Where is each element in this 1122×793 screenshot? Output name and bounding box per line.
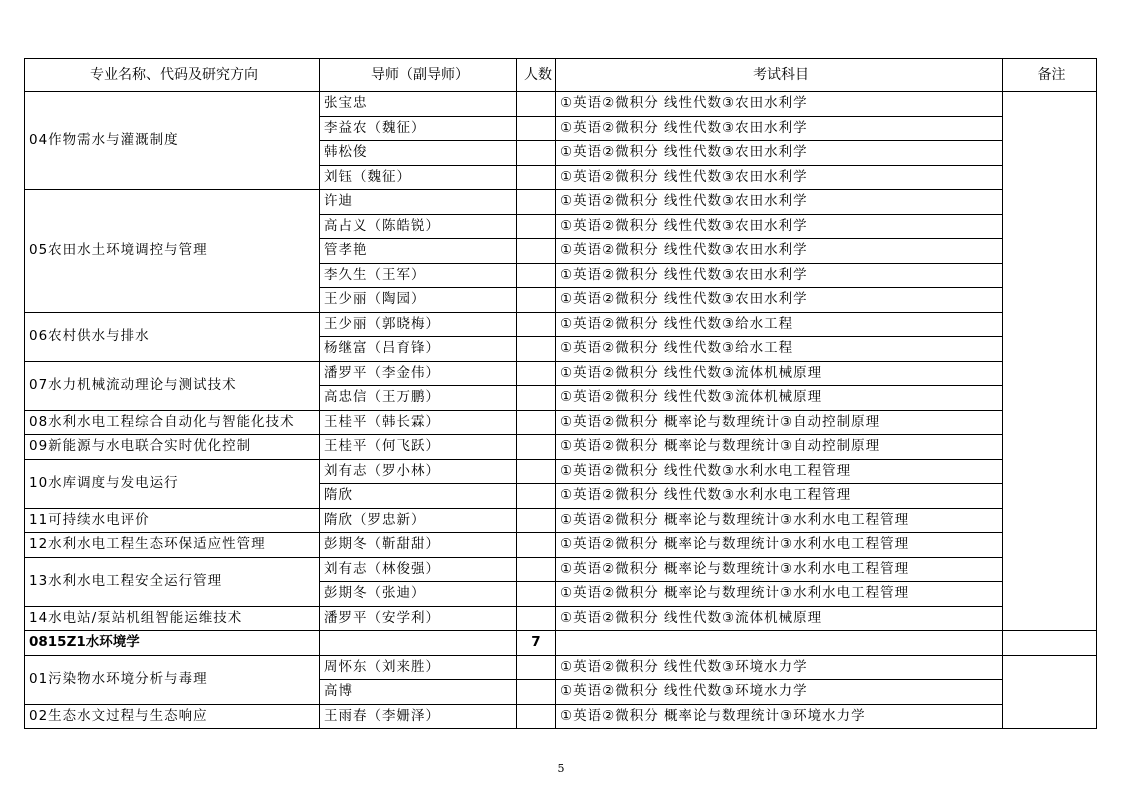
advisor-cell: 高忠信（王万鹏） — [320, 386, 517, 411]
header-notes: 备注 — [1003, 59, 1097, 92]
count-cell — [517, 165, 556, 190]
exam-cell: ①英语②微积分 线性代数③给水工程 — [556, 337, 1003, 362]
exam-cell: ①英语②微积分 线性代数③农田水利学 — [556, 190, 1003, 215]
exam-cell: ①英语②微积分 概率论与数理统计③自动控制原理 — [556, 410, 1003, 435]
count-cell: 7 — [517, 631, 556, 656]
advisor-cell: 隋欣 — [320, 484, 517, 509]
exam-cell — [556, 631, 1003, 656]
count-cell — [517, 606, 556, 631]
header-exam: 考试科目 — [556, 59, 1003, 92]
advisor-cell: 隋欣（罗忠新） — [320, 508, 517, 533]
count-cell — [517, 92, 556, 117]
advisor-cell: 潘罗平（李金伟） — [320, 361, 517, 386]
count-cell — [517, 214, 556, 239]
advisor-cell: 张宝忠 — [320, 92, 517, 117]
table-row — [25, 312, 1097, 337]
header-row — [25, 59, 1097, 92]
count-cell — [517, 386, 556, 411]
advisor-cell — [320, 631, 517, 656]
count-cell — [517, 141, 556, 166]
exam-cell: ①英语②微积分 概率论与数理统计③自动控制原理 — [556, 435, 1003, 460]
direction-cell: 09新能源与水电联合实时优化控制 — [25, 435, 320, 460]
direction-cell: 05农田水土环境调控与管理 — [25, 190, 320, 313]
direction-cell: 07水力机械流动理论与测试技术 — [25, 361, 320, 410]
exam-cell: ①英语②微积分 线性代数③流体机械原理 — [556, 361, 1003, 386]
notes-cell — [1003, 631, 1097, 656]
direction-cell: 06农村供水与排水 — [25, 312, 320, 361]
table-row — [25, 508, 1097, 533]
direction-cell: 02生态水文过程与生态响应 — [25, 704, 320, 729]
count-cell — [517, 557, 556, 582]
exam-cell: ①英语②微积分 线性代数③农田水利学 — [556, 165, 1003, 190]
count-cell — [517, 655, 556, 680]
count-cell — [517, 116, 556, 141]
page-number: 5 — [557, 762, 565, 775]
exam-cell: ①英语②微积分 概率论与数理统计③水利水电工程管理 — [556, 582, 1003, 607]
exam-cell: ①英语②微积分 线性代数③给水工程 — [556, 312, 1003, 337]
header-count: 人数 — [517, 59, 556, 92]
count-cell — [517, 459, 556, 484]
table-row — [25, 557, 1097, 582]
count-cell — [517, 190, 556, 215]
exam-cell: ①英语②微积分 概率论与数理统计③环境水力学 — [556, 704, 1003, 729]
exam-cell: ①英语②微积分 线性代数③水利水电工程管理 — [556, 484, 1003, 509]
table-row — [25, 704, 1097, 729]
advisor-cell: 管孝艳 — [320, 239, 517, 264]
table-row — [25, 410, 1097, 435]
advisor-cell: 高博 — [320, 680, 517, 705]
advisor-cell: 刘有志（罗小林） — [320, 459, 517, 484]
exam-cell: ①英语②微积分 线性代数③农田水利学 — [556, 239, 1003, 264]
major-row — [25, 631, 1097, 656]
direction-cell: 04作物需水与灌溉制度 — [25, 92, 320, 190]
table-body — [25, 92, 1097, 729]
count-cell — [517, 263, 556, 288]
exam-cell: ①英语②微积分 线性代数③流体机械原理 — [556, 606, 1003, 631]
count-cell — [517, 288, 556, 313]
table-row — [25, 606, 1097, 631]
advisor-cell: 韩松俊 — [320, 141, 517, 166]
table-row — [25, 655, 1097, 680]
count-cell — [517, 533, 556, 558]
count-cell — [517, 704, 556, 729]
exam-cell: ①英语②微积分 线性代数③农田水利学 — [556, 263, 1003, 288]
direction-cell: 14水电站/泵站机组智能运维技术 — [25, 606, 320, 631]
notes-cell — [1003, 655, 1097, 729]
table-row — [25, 435, 1097, 460]
table-row — [25, 92, 1097, 117]
exam-cell: ①英语②微积分 概率论与数理统计③水利水电工程管理 — [556, 508, 1003, 533]
advisor-cell: 高占义（陈皓锐） — [320, 214, 517, 239]
advisor-cell: 王桂平（何飞跃） — [320, 435, 517, 460]
exam-cell: ①英语②微积分 概率论与数理统计③水利水电工程管理 — [556, 557, 1003, 582]
header-major: 专业名称、代码及研究方向 — [25, 59, 320, 92]
count-cell — [517, 361, 556, 386]
count-cell — [517, 484, 556, 509]
exam-cell: ①英语②微积分 概率论与数理统计③水利水电工程管理 — [556, 533, 1003, 558]
direction-cell: 11可持续水电评价 — [25, 508, 320, 533]
direction-cell: 13水利水电工程安全运行管理 — [25, 557, 320, 606]
advisor-cell: 杨继富（吕育锋） — [320, 337, 517, 362]
exam-cell: ①英语②微积分 线性代数③流体机械原理 — [556, 386, 1003, 411]
exam-cell: ①英语②微积分 线性代数③农田水利学 — [556, 141, 1003, 166]
table-row — [25, 533, 1097, 558]
count-cell — [517, 312, 556, 337]
exam-cell: ①英语②微积分 线性代数③农田水利学 — [556, 288, 1003, 313]
count-cell — [517, 435, 556, 460]
advisor-cell: 潘罗平（安学利） — [320, 606, 517, 631]
table-row — [25, 459, 1097, 484]
advisor-cell: 彭期冬（靳甜甜） — [320, 533, 517, 558]
exam-cell: ①英语②微积分 线性代数③水利水电工程管理 — [556, 459, 1003, 484]
advisor-cell: 刘钰（魏征） — [320, 165, 517, 190]
major-name: 0815Z1水环境学 — [25, 631, 320, 656]
exam-cell: ①英语②微积分 线性代数③农田水利学 — [556, 214, 1003, 239]
table-row — [25, 361, 1097, 386]
count-cell — [517, 337, 556, 362]
direction-cell: 08水利水电工程综合自动化与智能化技术 — [25, 410, 320, 435]
header-advisor: 导师（副导师） — [320, 59, 517, 92]
direction-cell: 10水库调度与发电运行 — [25, 459, 320, 508]
advisor-cell: 李久生（王军） — [320, 263, 517, 288]
direction-cell: 01污染物水环境分析与毒理 — [25, 655, 320, 704]
advisor-cell: 刘有志（林俊强） — [320, 557, 517, 582]
exam-cell: ①英语②微积分 线性代数③农田水利学 — [556, 92, 1003, 117]
count-cell — [517, 239, 556, 264]
enrollment-table — [24, 58, 1097, 729]
advisor-cell: 王少丽（郭晓梅） — [320, 312, 517, 337]
advisor-cell: 许迪 — [320, 190, 517, 215]
advisor-cell: 王桂平（韩长霖） — [320, 410, 517, 435]
exam-cell: ①英语②微积分 线性代数③环境水力学 — [556, 655, 1003, 680]
advisor-cell: 王少丽（陶园） — [320, 288, 517, 313]
advisor-cell: 王雨春（李姗泽） — [320, 704, 517, 729]
table-row — [25, 190, 1097, 215]
advisor-cell: 周怀东（刘来胜） — [320, 655, 517, 680]
direction-cell: 12水利水电工程生态环保适应性管理 — [25, 533, 320, 558]
count-cell — [517, 410, 556, 435]
exam-cell: ①英语②微积分 线性代数③农田水利学 — [556, 116, 1003, 141]
count-cell — [517, 582, 556, 607]
count-cell — [517, 680, 556, 705]
notes-cell — [1003, 92, 1097, 631]
advisor-cell: 彭期冬（张迪） — [320, 582, 517, 607]
exam-cell: ①英语②微积分 线性代数③环境水力学 — [556, 680, 1003, 705]
advisor-cell: 李益农（魏征） — [320, 116, 517, 141]
count-cell — [517, 508, 556, 533]
